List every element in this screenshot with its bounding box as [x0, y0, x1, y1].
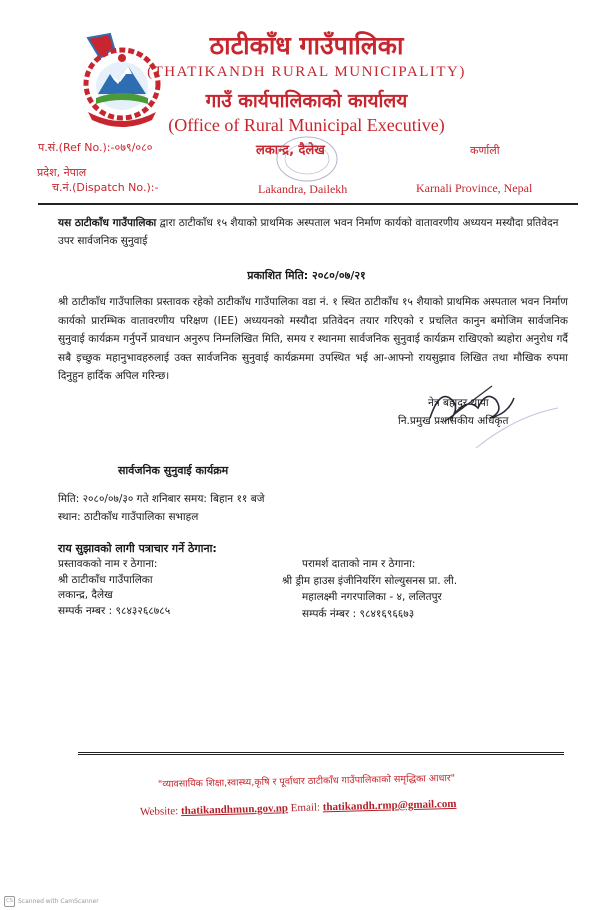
email-label: Email: — [290, 801, 321, 815]
municipality-title-en: (THATIKANDH RURAL MUNICIPALITY) — [147, 64, 466, 80]
office-title: गाउँ कार्यपालिकाको कार्यालय — [205, 90, 408, 112]
footer-divider — [78, 752, 564, 755]
program-heading: सार्वजनिक सुनुवाई कार्यक्रम — [118, 464, 229, 477]
signatory-name: नेत्र बहादुर थापा — [428, 397, 489, 409]
header-divider — [38, 203, 578, 205]
consultant-block — [282, 556, 582, 622]
proponent-block — [58, 557, 278, 619]
scanner-text: Scanned with CamScanner — [18, 898, 99, 905]
consultant-phone: सम्पर्क नंम्बर : ९८४१६९६६७३ — [302, 607, 415, 620]
subject-rest: द्वारा ठाटीकाँध १५ शैयाको प्राथमिक अस्पताल भवन निर्माण कार्यको वातावरणीय अध्ययन मस्यौदा प्रतिवेदन उपर सार्वजनिक सुनुवाई — [58, 217, 559, 247]
contacts-heading: राय सुझावको लागी पत्राचार गर्ने ठेगाना: — [58, 542, 217, 555]
notice-subject — [58, 214, 568, 250]
office-title-en: (Office of Rural Municipal Executive) — [168, 115, 445, 135]
municipality-title: ठाटीकाँध गाउँपालिका — [209, 31, 404, 60]
program-venue: स्थान: ठाटीकाँध गाउँपालिका सभाहल — [58, 511, 199, 523]
website-link[interactable]: thatikandhmun.gov.np — [180, 802, 289, 818]
consultant-label: परामर्श दाताको नाम र ठेगाना: — [302, 558, 416, 570]
footer-slogan: "व्यावसायिक शिक्षा,स्वास्थ्य,कृषि र पूर्वाधार ठाटीकाँध गाउँपालिकाको समृद्धिका आधार" — [157, 772, 456, 791]
dispatch-number: च.नं.(Dispatch No.):- — [52, 181, 159, 194]
province-np: कर्णाली प्रदेश, नेपाल — [37, 144, 500, 179]
notice-paragraph: श्री ठाटीकाँध गाउँपालिका प्रस्तावक रहेको ठाटीकाँध गाउँपालिका वडा नं. १ स्थित ठाटीकाँध १५ शैयाको प्राथमिक अस्पताल भवन निर्माण कार्यको प्रारम्भिक वातावरणीय परिक्षण (IEE) अध्ययनको मस्यौदा प्रतिवेदन तयार गरिएको र प्रचलित कानुन बमोजिम सार्वजनिक सुनुवाई कार्यक्रम गर्नुपर्ने प्रावधान अनुरुप निम्नलिखित मिति, समय र स्थानमा सार्वजनिक सुनुवाई कार्यक्रम राखिएको ब्यहोरा अनुरोध गर्दै सबै इच्छुक महानुभावहरुलाई उक्त सार्वजनिक सुनुवाई कार्यक्रममा उपस्थित भई आ-आफ्नो रायसुझाव लिखित तथा मौखिक रुपमा दिनुहुन हार्दिक अपिल गरिन्छ। — [58, 296, 568, 382]
location-en: Lakandra, Dailekh — [258, 182, 348, 196]
footer-contact — [140, 798, 457, 818]
ref-number: प.सं.(Ref No.):-०७९/०८० — [38, 141, 153, 154]
email-link[interactable]: thatikandh.rmp@gmail.com — [322, 797, 457, 814]
scanner-watermark — [4, 896, 99, 907]
published-date: प्रकाशित मिति: २०८०/०७/२१ — [247, 269, 366, 282]
proponent-phone: सम्पर्क नम्बर : ९८४३२६८७८५ — [58, 604, 171, 617]
proponent-address: लकान्द्र, दैलेख — [58, 589, 113, 601]
consultant-name: श्री ड्रीम हाउस इंजीनियरिंग सोल्युसनस प्रा. ली. — [282, 574, 458, 587]
camscanner-icon: CS — [4, 896, 15, 907]
office-seal — [272, 134, 342, 184]
consultant-address: महालक्ष्मी नगरपालिका - ४, ललितपुर — [302, 591, 442, 603]
province-en: Karnali Province, Nepal — [416, 181, 533, 195]
subject-bold: यस ठाटीकाँध गाउँपालिका — [58, 217, 157, 229]
website-label: Website: — [139, 805, 179, 819]
signatory-title: नि.प्रमुख प्रशासकीय अधिकृत — [398, 415, 509, 427]
proponent-name: श्री ठाटीकाँध गाउँपालिका — [58, 573, 153, 586]
proponent-label: प्रस्तावकको नाम र ठेगाना: — [58, 558, 158, 570]
location-np: लकान्द्र, दैलेख — [256, 143, 325, 158]
program-datetime: मिति: २०८०/०७/३० गते शनिबार समय: बिहान ११ बजे — [58, 493, 265, 505]
